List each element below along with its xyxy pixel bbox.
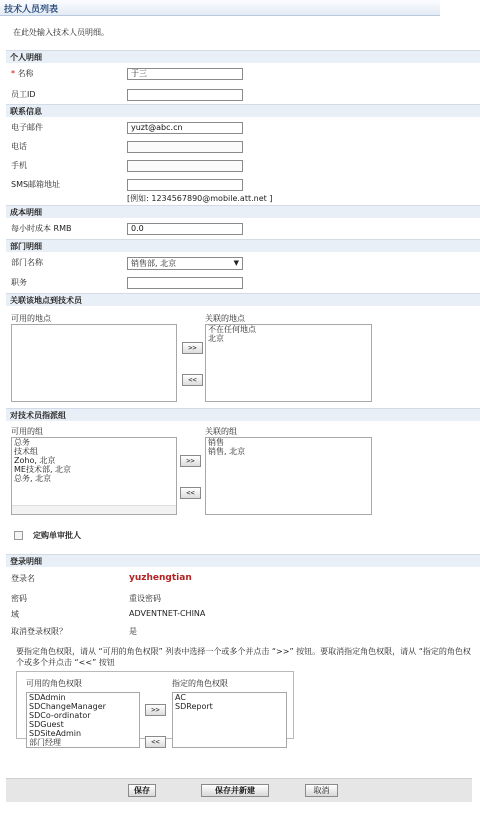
save-and-new-button[interactable]: 保存并新建 bbox=[201, 784, 269, 797]
assigned-roles-list[interactable] bbox=[172, 692, 287, 748]
list-item[interactable]: 销售, 北京 bbox=[208, 447, 246, 456]
name-input[interactable]: 于三 bbox=[127, 68, 243, 80]
employee-id-input[interactable] bbox=[127, 89, 243, 101]
remove-group-button[interactable]: << bbox=[180, 487, 201, 499]
add-site-button[interactable]: >> bbox=[182, 342, 203, 354]
list-item[interactable]: AC bbox=[175, 693, 186, 702]
section-cost-title: 成本明细 bbox=[10, 208, 42, 217]
list-item[interactable]: 总务 bbox=[14, 438, 30, 447]
page-title: 技术人员列表 bbox=[4, 5, 59, 15]
department-select-value: 销售部, 北京 bbox=[131, 259, 177, 268]
list-item[interactable]: SDAdmin bbox=[29, 693, 66, 702]
remove-role-button[interactable]: << bbox=[145, 736, 166, 748]
email-input[interactable]: yuzt@abc.cn bbox=[127, 122, 243, 134]
cancel-button[interactable]: 取消 bbox=[305, 784, 338, 797]
form-footer bbox=[6, 778, 472, 802]
add-group-button[interactable]: >> bbox=[180, 455, 201, 467]
save-button[interactable]: 保存 bbox=[128, 784, 156, 797]
associated-sites-label: 关联的地点 bbox=[205, 314, 245, 323]
employee-id-label: 员工ID bbox=[11, 90, 36, 99]
mobile-label: 手机 bbox=[11, 161, 27, 170]
associated-sites-list[interactable] bbox=[205, 324, 372, 402]
domain-label: 域 bbox=[11, 610, 19, 619]
available-roles-list[interactable] bbox=[26, 692, 140, 748]
role-instructions-cont: 个或多个并点击 “<<” 按钮 bbox=[16, 658, 115, 667]
remove-site-button[interactable]: << bbox=[182, 374, 203, 386]
department-label: 部门名称 bbox=[11, 258, 43, 267]
available-roles-label: 可用的角色权限 bbox=[26, 679, 82, 688]
reset-password-link[interactable]: 重设密码 bbox=[129, 594, 161, 603]
login-name-value: yuzhengtian bbox=[129, 573, 192, 583]
list-item[interactable]: ME技术部, 北京 bbox=[14, 465, 72, 474]
section-contact bbox=[6, 104, 480, 117]
name-label bbox=[11, 68, 34, 79]
purchase-approver-label: 定购单审批人 bbox=[33, 531, 81, 540]
list-item[interactable]: SDSiteAdmin bbox=[29, 729, 82, 738]
job-title-label: 职务 bbox=[11, 278, 27, 287]
purchase-approver-checkbox[interactable] bbox=[14, 531, 23, 540]
section-sites bbox=[6, 293, 480, 306]
section-personal-title: 个人明细 bbox=[10, 53, 42, 62]
page-header bbox=[0, 0, 440, 16]
hourly-cost-input[interactable]: 0.0 bbox=[127, 223, 243, 235]
list-item[interactable]: SDChangeManager bbox=[29, 702, 106, 711]
section-login-title: 登录明细 bbox=[10, 557, 42, 566]
section-department-title: 部门明细 bbox=[10, 242, 42, 251]
phone-label: 电话 bbox=[11, 142, 27, 151]
section-cost bbox=[6, 205, 480, 218]
name-label-text: 名称 bbox=[17, 69, 34, 78]
list-item[interactable]: 技术组 bbox=[14, 447, 38, 456]
available-groups-label: 可用的组 bbox=[11, 427, 43, 436]
associated-groups-label: 关联的组 bbox=[205, 427, 237, 436]
list-item[interactable]: 总务, 北京 bbox=[14, 474, 52, 483]
list-item[interactable]: SDGuest bbox=[29, 720, 64, 729]
intro-text: 在此处输入技术人员明细。 bbox=[13, 28, 109, 37]
role-instructions: 要指定角色权限，请从 “可用的角色权限” 列表中选择一个或多个并点击 “>>” 按钮。要取消指定角色权限，请从 “指定的角色权 bbox=[16, 647, 471, 656]
add-role-button[interactable]: >> bbox=[145, 704, 166, 716]
associated-groups-list[interactable] bbox=[205, 437, 372, 515]
list-item[interactable]: 销售 bbox=[208, 438, 224, 447]
chevron-down-icon: ▼ bbox=[233, 259, 239, 267]
section-groups-title: 对技术员指派组 bbox=[10, 411, 66, 420]
required-marker: * bbox=[11, 69, 15, 78]
section-personal bbox=[6, 50, 480, 63]
section-department bbox=[6, 239, 480, 252]
list-item[interactable]: 不在任何地点 bbox=[208, 325, 256, 334]
section-groups bbox=[6, 408, 480, 421]
job-title-input[interactable] bbox=[127, 277, 243, 289]
revoke-login-label: 取消登录权限？ bbox=[11, 627, 67, 636]
revoke-login-link[interactable]: 是 bbox=[129, 627, 137, 636]
horizontal-scrollbar[interactable] bbox=[12, 505, 176, 514]
available-groups-list[interactable] bbox=[11, 437, 177, 515]
list-item[interactable]: SDCo-ordinator bbox=[29, 711, 91, 720]
list-item[interactable]: 部门经理 bbox=[29, 738, 61, 747]
available-sites-list[interactable] bbox=[11, 324, 177, 402]
sms-hint: [例如: 1234567890@mobile.att.net ] bbox=[127, 194, 273, 203]
sms-label: SMS邮箱地址 bbox=[11, 180, 61, 189]
email-label: 电子邮件 bbox=[11, 123, 43, 132]
login-name-label: 登录名 bbox=[11, 574, 35, 583]
assigned-roles-label: 指定的角色权限 bbox=[172, 679, 228, 688]
department-select[interactable] bbox=[127, 257, 243, 270]
list-item[interactable]: 北京 bbox=[208, 334, 224, 343]
mobile-input[interactable] bbox=[127, 160, 243, 172]
domain-value: ADVENTNET-CHINA bbox=[129, 609, 206, 618]
section-contact-title: 联系信息 bbox=[10, 107, 42, 116]
section-sites-title: 关联该地点到技术员 bbox=[10, 296, 82, 305]
password-label: 密码 bbox=[11, 594, 27, 603]
section-login bbox=[6, 554, 480, 567]
hourly-cost-label: 每小时成本 RMB bbox=[11, 224, 72, 233]
role-assignment-panel bbox=[16, 671, 294, 747]
available-sites-label: 可用的地点 bbox=[11, 314, 51, 323]
sms-input[interactable] bbox=[127, 179, 243, 191]
list-item[interactable]: Zoho, 北京 bbox=[14, 456, 56, 465]
phone-input[interactable] bbox=[127, 141, 243, 153]
list-item[interactable]: SDReport bbox=[175, 702, 213, 711]
